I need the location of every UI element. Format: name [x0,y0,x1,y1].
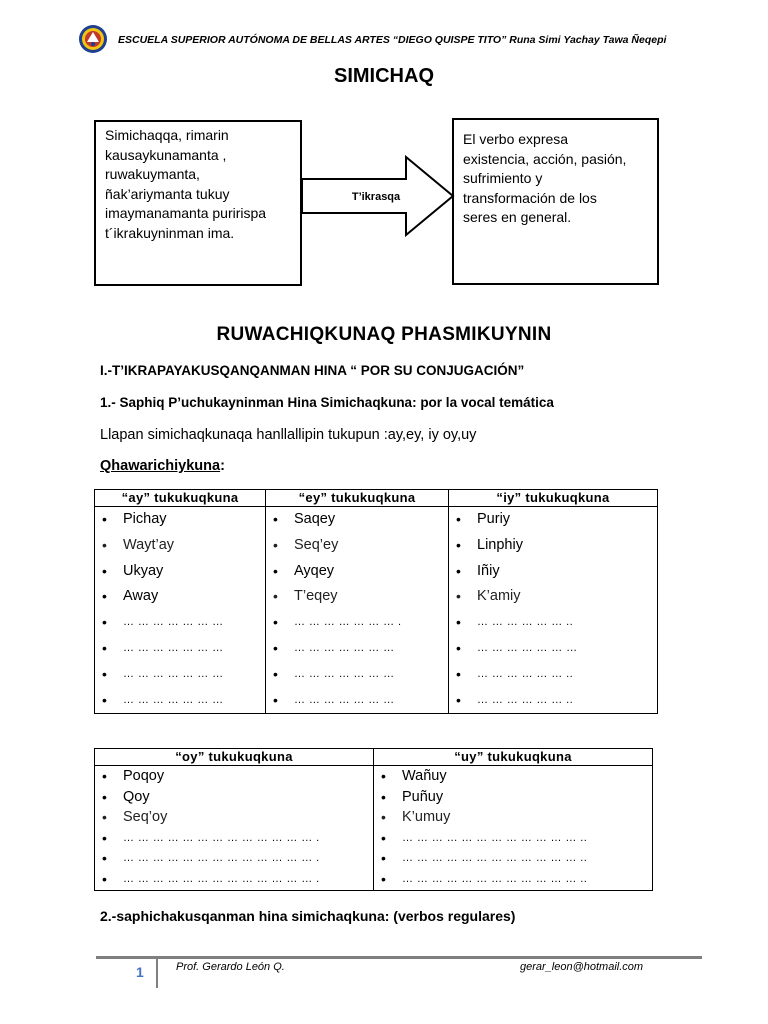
blank-item: • … … … … … … … … … … … … .. [402,828,652,849]
blank-item: • … … … … … … … [123,688,265,714]
definition-line: sufrimiento y [463,170,543,186]
blank-item: • … … … … … … .. [477,688,657,714]
definition-line: ruwakuymanta, [105,166,200,182]
blank-item: • … … … … … … … [294,688,448,714]
blank-item: • … … … … … … … [477,636,657,662]
page-title: SIMICHAQ [334,65,434,87]
list-item: • Seq’oy [123,807,373,828]
list-item: • Linphiy [477,533,657,559]
list-item: • K’umuy [402,807,652,828]
subsection-heading: I.-T’IKRAPAYAKUSQANQANMAN HINA “ POR SU CONJUGACIÓN” [100,363,525,378]
blank-item: • … … … … … … … … … … … … … . [123,828,373,849]
header-institution: ESCUELA SUPERIOR AUTÓNOMA DE BELLAS ARTES “DIEGO QUISPE TITO” Runa Simi Yachay Tawa Ñeqepi [118,34,667,46]
definition-quechua-box [94,120,302,286]
translation-arrow-icon [300,155,456,237]
table-header: “ey” tukukuqkuna [266,490,449,507]
list-item: • Saqey [294,507,448,533]
footer-divider [96,956,702,959]
blank-item: • … … … … … … … … … … … … … . [123,848,373,869]
table-header: “oy” tukukuqkuna [95,749,374,766]
examples-label-colon: : [220,458,225,474]
list-item: • Ukyay [123,559,265,585]
subsection-heading: 2.-saphichakusqanman hina simichaqkuna: (verbos regulares) [100,908,516,924]
table-cell-iy [449,507,658,714]
table-header: “iy” tukukuqkuna [449,490,658,507]
definition-line: El verbo expresa [463,131,569,147]
examples-label [100,458,225,474]
blank-item: • … … … … … … … … … … … … .. [402,869,652,890]
definition-line: Simichaqqa, rimarin [105,127,229,143]
table-header: “ay” tukukuqkuna [95,490,266,507]
definition-spanish-box [452,118,659,285]
footer-author: Prof. Gerardo León Q. [176,961,285,973]
definition-line: imaymanamanta puririspa [105,205,267,221]
list-item: • Seq’ey [294,533,448,559]
intro-paragraph: Llapan simichaqkunaqa hanllallipin tukupun :ay,ey, iy oy,uy [100,427,477,443]
conjugation-table-ay-ey-iy [94,489,658,714]
table-cell-ey [266,507,449,714]
table-cell-ay [95,507,266,714]
blank-item: • … … … … … … … [123,662,265,688]
list-item: • Qoy [123,787,373,808]
subsection-heading: 1.- Saphiq P’uchukayninman Hina Simichaqkuna: por la vocal temática [100,395,554,410]
definition-line: seres en general. [463,209,572,225]
list-item: • K’amiy [477,584,657,610]
table-cell-uy [374,766,653,891]
footer-divider-vertical [156,958,158,988]
blank-item: • … … … … … … … [123,636,265,662]
school-seal-logo [78,24,108,54]
definition-line: kausaykunamanta , [105,146,227,163]
blank-item: • … … … … … … .. [477,610,657,636]
table-header: “uy” tukukuqkuna [374,749,653,766]
definition-line: transformación de los [463,189,597,206]
footer-email: gerar_leon@hotmail.com [520,961,644,973]
blank-item: • … … … … … … .. [477,662,657,688]
examples-label-text: Qhawarichiykuna [100,458,221,474]
section-title: RUWACHIQKUNAQ PHASMIKUYNIN [216,324,552,345]
blank-item: • … … … … … … … [294,662,448,688]
definition-line: existencia, acción, pasión, [463,150,627,167]
list-item: • Puriy [477,507,657,533]
blank-item: • … … … … … … … … … … … … … . [123,869,373,890]
blank-item: • … … … … … … … … … … … … .. [402,848,652,869]
blank-item: • … … … … … … … [294,636,448,662]
page-number: 1 [136,964,144,980]
list-item: • Poqoy [123,766,373,787]
list-item: • Wayt’ay [123,533,265,559]
definition-line: t´ikrakuyninman ima. [105,224,235,241]
conjugation-table-oy-uy [94,748,653,891]
list-item: • Pichay [123,507,265,533]
definition-line: ñak’ariymanta tukuy [105,185,230,202]
list-item: • Iñiy [477,559,657,585]
table-cell-oy [95,766,374,891]
arrow-label: T’ikrasqa [351,191,401,203]
list-item: • Puñuy [402,787,652,808]
list-item: • T’eqey [294,584,448,610]
blank-item: • … … … … … … … [123,610,265,636]
blank-item: • … … … … … … … . [294,610,448,636]
list-item: • Wañuy [402,766,652,787]
list-item: • Away [123,584,265,610]
list-item: • Ayqey [294,559,448,585]
